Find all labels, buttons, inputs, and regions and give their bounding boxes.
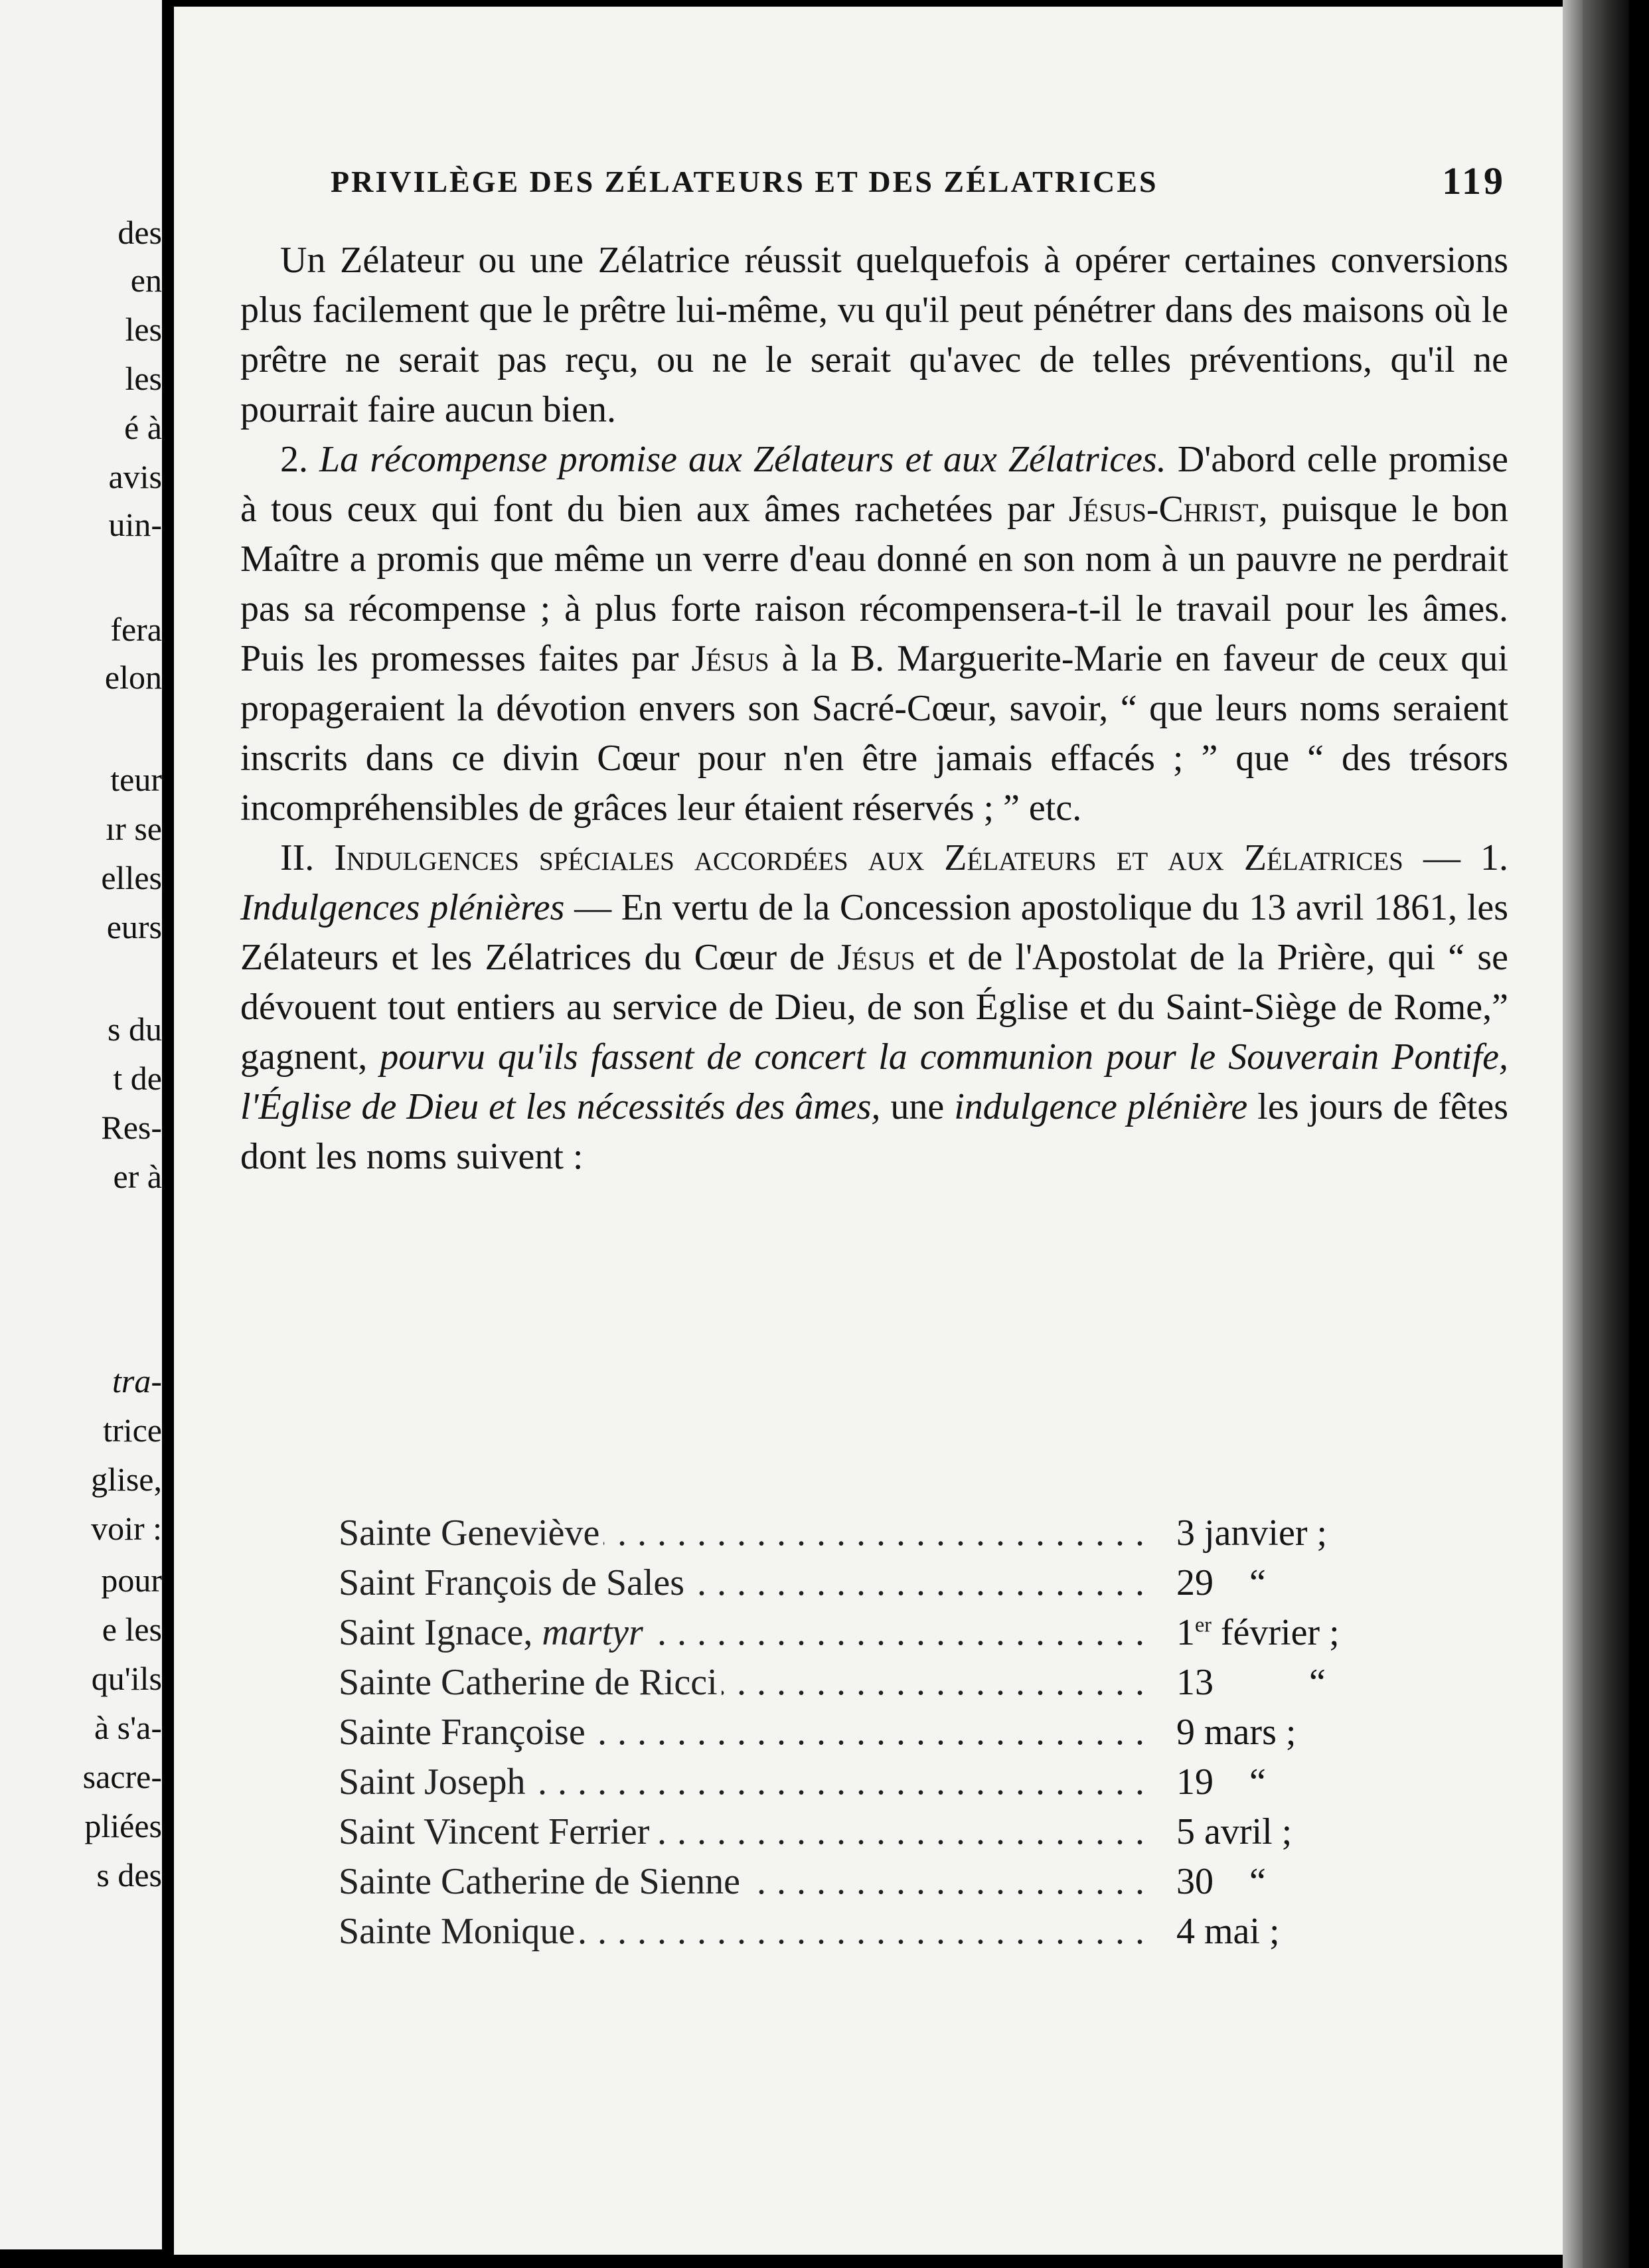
list-item [339,1708,1507,1757]
feast-month: “ [1249,1761,1266,1803]
paragraph-text: , puisque le bon Maître a promis que même un verre d'eau donné en son nom à un pauvre ne perdrait pas sa récompense ; à plus forte raison récompensera-t-il le travail pour les âmes. Puis les promesses faites par [240,489,1509,679]
feast-day: 4 [1176,1911,1195,1952]
dot-leader [339,1508,1155,1558]
paragraph-text: et de l'Apostolat de la Prière, qui “ se dévouent tout entiers au service de Dieu, de son Église et du Saint-Siège de Rome,” gagnent, [240,937,1509,1078]
facing-page-fragment: sacre- [82,1758,162,1795]
facing-page-edge [0,0,162,2249]
dot-leader [339,1558,1155,1608]
paragraph-reward [240,435,1508,833]
facing-page-fragment: tra- [112,1362,162,1400]
feast-day: 19 [1176,1761,1214,1803]
facing-page-fragment: les [125,360,162,397]
page-edge-highlight [1563,0,1583,2268]
feast-date [1176,1857,1266,1907]
page-number: 119 [1442,159,1506,202]
dot-leader [339,1708,1155,1757]
feast-month: mai ; [1204,1911,1280,1952]
feast-date [1176,1658,1326,1708]
feast-day: 1 [1176,1612,1195,1653]
italic-condition: pourvu qu'ils fassent de concert la communion pour le Souverain Pontife, l'Église de Dieu et les nécessités des âmes, [240,1036,1508,1127]
feast-qualifier: martyr [542,1612,643,1653]
italic-term: indulgence plénière [954,1086,1248,1127]
book-gutter [162,0,170,2268]
facing-page-fragment: trice [103,1412,162,1449]
feast-date [1176,1708,1296,1757]
ordinal-suffix: er [1195,1612,1212,1637]
feast-date [1176,1757,1266,1807]
facing-page-fragment: ır se [106,810,162,847]
section-number: 2. [280,439,308,480]
dot-leader [339,1807,1155,1857]
facing-page-fragment: glise, [91,1461,162,1498]
dot-leader [339,1608,1155,1658]
facing-page-fragment: Res- [101,1109,162,1146]
facing-page-fragment: pliées [84,1807,162,1844]
facing-page-fragment: elon [104,659,162,696]
facing-page-fragment: à s'a- [94,1709,162,1746]
list-item [339,1608,1507,1658]
feast-day: 13 [1176,1662,1214,1703]
facing-page-fragment: les [125,311,162,348]
feast-day: 5 [1176,1811,1195,1852]
facing-page-fragment: s du [108,1011,162,1048]
facing-page-fragment: avis [108,458,162,495]
small-caps-name: Jésus [691,638,769,679]
paragraph-text: — 1. [1423,837,1508,878]
feast-month: mars ; [1204,1712,1296,1753]
dot-leader [339,1857,1155,1907]
body-text [240,236,1508,1182]
facing-page-fragment: t de [113,1060,162,1097]
feast-date [1176,1907,1280,1957]
paragraph-text: Un Zélateur ou une Zélatrice réussit quelquefois à opérer certaines conversions plus facilement que le prêtre lui-même, vu qu'il peut pénétrer dans des maisons où le prêtre ne serait pas reçu, ou ne le serait qu'avec de telles préventions, qu'il ne pourrait faire aucun bien. [240,240,1508,430]
feast-date [1176,1608,1340,1658]
facing-page-fragment: qu'ils [91,1660,162,1697]
feast-month: avril ; [1204,1811,1293,1852]
book-page [174,7,1563,2255]
feast-day: 9 [1176,1712,1195,1753]
feast-month: “ [1249,1562,1266,1603]
list-item [339,1907,1507,1957]
feast-name: Saint Vincent Ferrier [339,1811,650,1852]
facing-page-fragment: pour [101,1562,162,1599]
feast-date [1176,1807,1292,1857]
facing-page-fragment: fera [110,611,162,648]
section-heading: La récompense promise aux Zélateurs et aux Zélatrices. [319,439,1166,480]
feast-name: Saint Ignace, [339,1612,533,1653]
paragraph-text: — En vertu de la Concession apostolique du 13 avril 1861, les Zélateurs et les Zélatrices du Cœur de [240,887,1508,978]
feast-name: Sainte Catherine de Sienne [339,1861,740,1902]
small-caps-name: Jésus [837,937,915,978]
running-head-title: PRIVILÈGE DES ZÉLATEURS ET DES ZÉLATRICES [331,165,1158,199]
facing-page-fragment: eurs [106,908,162,945]
feast-days-list [339,1508,1507,1957]
paragraph-indulgences [240,833,1508,1182]
list-item [339,1658,1507,1708]
facing-page-fragment: teur [110,761,162,798]
list-item [339,1558,1507,1608]
feast-month: février ; [1220,1612,1340,1653]
facing-page-fragment: e les [102,1611,162,1648]
facing-page-fragment: des [118,214,162,251]
feast-name: Saint Joseph [339,1761,526,1803]
feast-day: 29 [1176,1562,1214,1603]
section-number: II. [280,837,315,878]
subsection-heading: Indulgences plénières [240,887,565,928]
feast-date [1176,1508,1327,1558]
list-item [339,1508,1507,1558]
feast-day: 3 [1176,1512,1195,1554]
list-item [339,1807,1507,1857]
feast-date [1176,1558,1266,1608]
dot-leader [339,1757,1155,1807]
facing-page-fragment: é à [124,409,162,446]
small-caps-name: Jésus-Christ [1068,489,1259,530]
section-heading: Indulgences spéciales accordées aux Zélateurs et aux Zélatrices [334,837,1403,878]
facing-page-fragment: voir : [91,1510,162,1547]
feast-name: Sainte Geneviève [339,1512,600,1554]
facing-page-fragment: s des [96,1856,162,1894]
feast-name: Sainte Monique [339,1911,576,1952]
feast-day: 30 [1176,1861,1214,1902]
paragraph-text: à la B. Marguerite-Marie en faveur de ceux qui propageraient la dévotion envers son Sacré-Cœur, savoir, “ que leurs noms seraient inscrits dans ce divin Cœur pour n'en être jamais effacés ; ” que “ des trésors incompréhensibles de grâces leur étaient réservés ; ” etc. [240,638,1508,829]
paragraph-text: D'abord celle promise à tous ceux qui font du bien aux âmes rachetées par [240,439,1509,530]
feast-month: “ [1249,1861,1266,1902]
running-head [331,156,1506,202]
paragraph-text: une [890,1086,945,1127]
feast-name: Saint François de Sales [339,1562,685,1603]
feast-month: janvier ; [1204,1512,1328,1554]
page-edge-shadow [1563,0,1629,2268]
dot-leader [339,1907,1155,1957]
feast-name: Sainte Françoise [339,1712,586,1753]
list-item [339,1757,1507,1807]
facing-page-fragment: er à [113,1158,162,1195]
feast-month: “ [1309,1662,1326,1703]
paragraph-text: les jours de fêtes dont les noms suivent : [240,1086,1509,1177]
feast-name: Sainte Catherine de Ricci [339,1662,718,1703]
dot-leader [339,1658,1155,1708]
facing-page-fragment: en [130,262,162,299]
facing-page-fragment: uin- [108,506,162,543]
facing-page-fragment: elles [101,859,162,896]
list-item [339,1857,1507,1907]
paragraph-zealous-conversions [240,236,1508,435]
